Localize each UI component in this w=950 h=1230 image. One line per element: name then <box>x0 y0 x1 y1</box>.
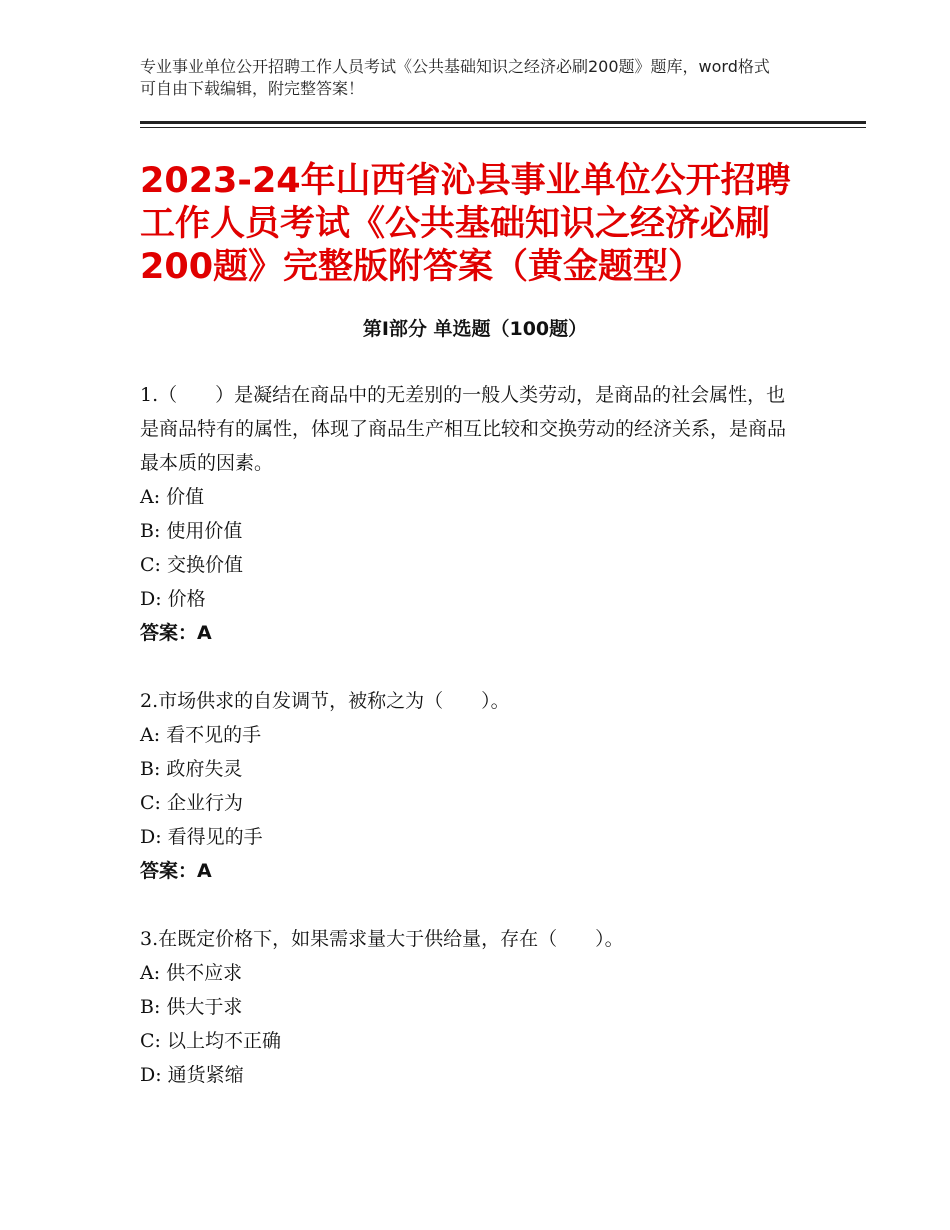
option-text: 交换价值 <box>166 554 243 576</box>
answer-line <box>140 616 800 650</box>
question-stem: 1.（ ）是凝结在商品中的无差别的一般人类劳动，是商品的社会属性，也是商品特有的属性，体现了商品生产相互比较和交换劳动的经济关系，是商品最本质的因素。 <box>140 384 787 474</box>
option-text: 供大于求 <box>166 996 243 1018</box>
question-3 <box>140 922 800 1092</box>
answer-line <box>140 854 800 888</box>
option-c <box>140 548 800 582</box>
option-key: A: <box>140 962 161 984</box>
option-key: C: <box>140 792 161 814</box>
option-key: D: <box>140 826 162 848</box>
option-text: 价格 <box>167 588 206 610</box>
answer-label: 答案： <box>140 860 198 882</box>
option-a <box>140 480 800 514</box>
answer-value: A <box>197 860 212 882</box>
option-key: B: <box>140 996 161 1018</box>
option-key: C: <box>140 1030 161 1052</box>
option-key: B: <box>140 758 161 780</box>
question-1 <box>140 378 800 650</box>
option-a <box>140 956 800 990</box>
option-d <box>140 1058 800 1092</box>
option-key: C: <box>140 554 161 576</box>
option-text: 政府失灵 <box>166 758 243 780</box>
option-text: 供不应求 <box>166 962 243 984</box>
option-text: 价值 <box>166 486 205 508</box>
option-key: A: <box>140 486 161 508</box>
option-d <box>140 820 800 854</box>
option-b <box>140 514 800 548</box>
option-text: 以上均不正确 <box>166 1030 281 1052</box>
document-title: 2023-24年山西省沁县事业单位公开招聘工作人员考试《公共基础知识之经济必刷200题》完整版附答案（黄金题型） <box>140 161 791 287</box>
header-divider-thick <box>140 121 866 124</box>
answer-value: A <box>197 622 212 644</box>
option-text: 通货紧缩 <box>167 1064 244 1086</box>
option-c <box>140 786 800 820</box>
option-key: D: <box>140 1064 162 1086</box>
section-title: 第Ⅰ部分 单选题（100题） <box>362 318 588 340</box>
option-text: 企业行为 <box>166 792 243 814</box>
question-2 <box>140 684 800 888</box>
option-b <box>140 990 800 1024</box>
question-stem: 2.市场供求的自发调节，被称之为（ ）。 <box>140 690 510 712</box>
option-key: D: <box>140 588 162 610</box>
option-text: 看不见的手 <box>166 724 262 746</box>
question-list <box>140 378 800 1126</box>
question-stem: 3.在既定价格下，如果需求量大于供给量，存在（ ）。 <box>140 928 624 950</box>
option-key: B: <box>140 520 161 542</box>
option-b <box>140 752 800 786</box>
option-c <box>140 1024 800 1058</box>
option-key: A: <box>140 724 161 746</box>
header-divider-thin <box>140 127 866 128</box>
header-note: 专业事业单位公开招聘工作人员考试《公共基础知识之经济必刷200题》题库，word格式可自由下载编辑，附完整答案！ <box>140 57 770 98</box>
option-d <box>140 582 800 616</box>
option-text: 看得见的手 <box>167 826 263 848</box>
option-a <box>140 718 800 752</box>
option-text: 使用价值 <box>166 520 243 542</box>
answer-label: 答案： <box>140 622 198 644</box>
